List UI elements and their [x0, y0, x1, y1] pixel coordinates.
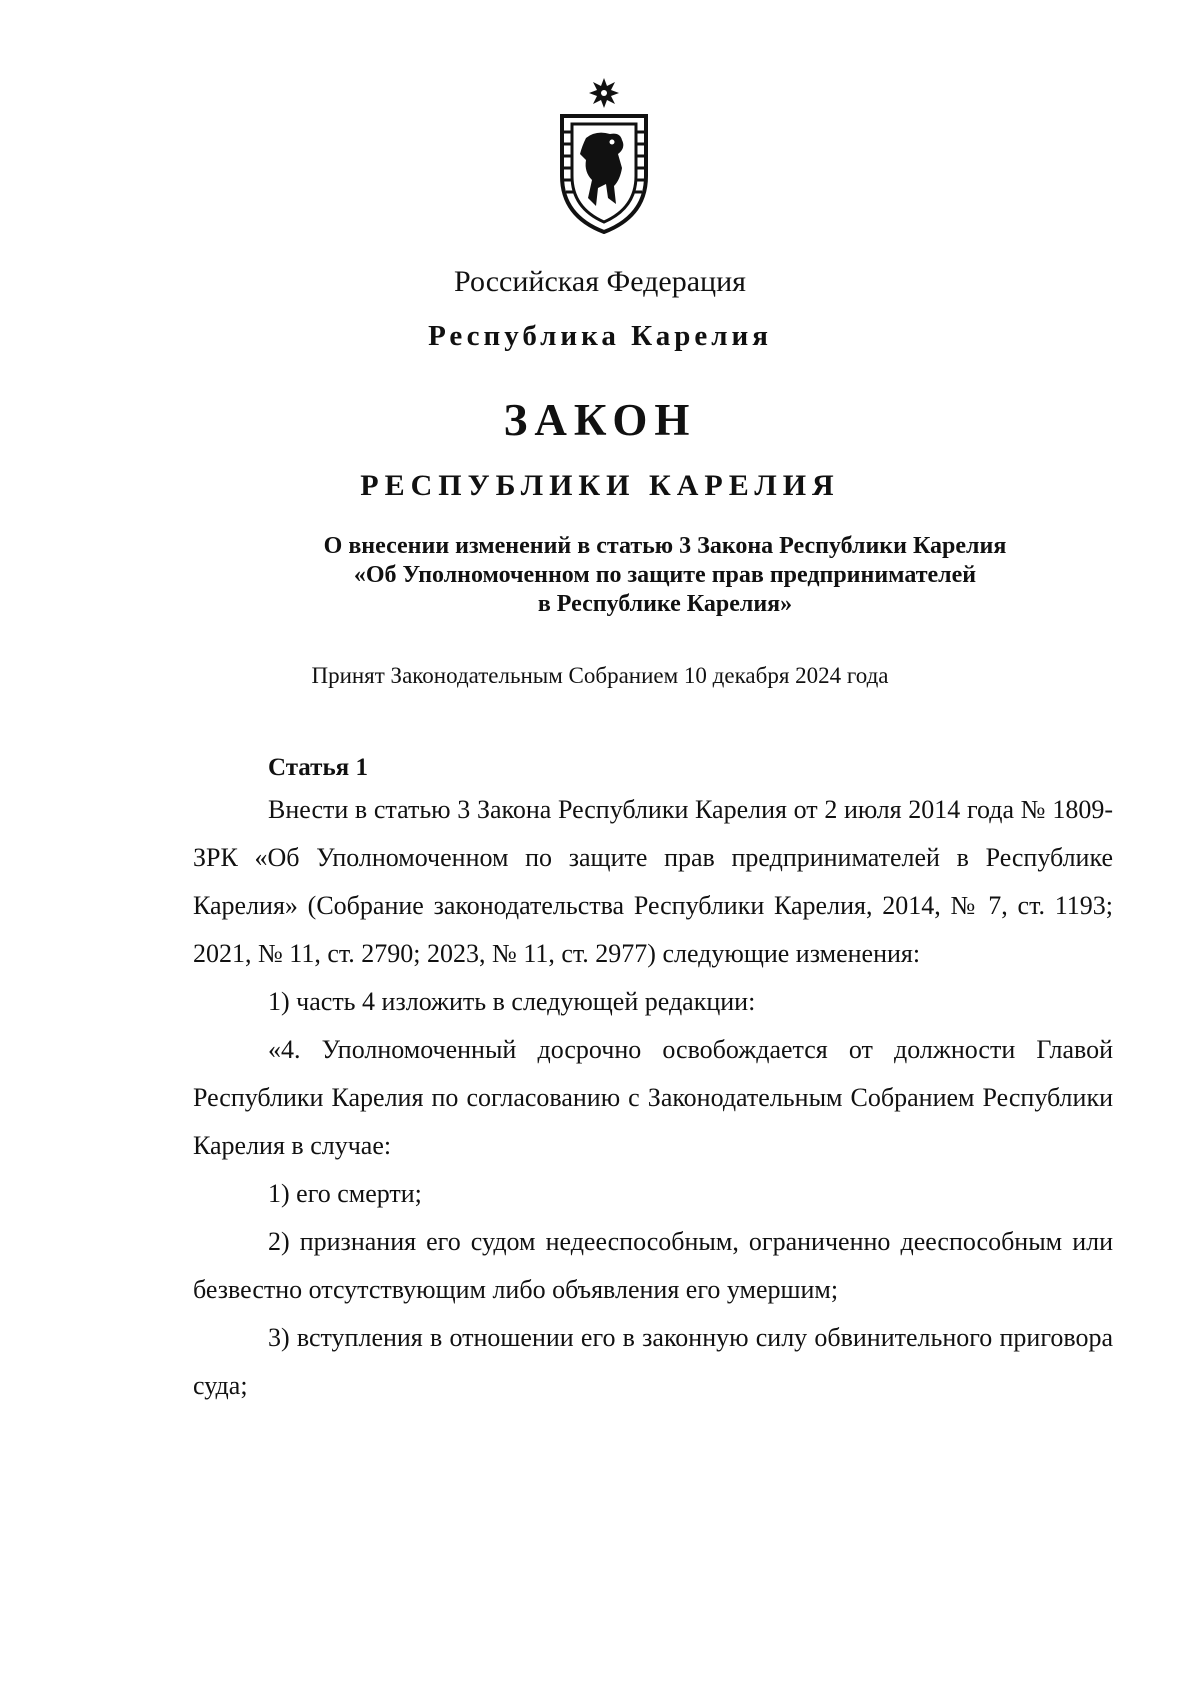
federation-heading: Российская Федерация — [454, 265, 746, 298]
article-paragraph: Внести в статью 3 Закона Республики Карелия от 2 июля 2014 года № 1809-ЗРК «Об Уполномоченном по защите прав предпринимателей в Республике Карелия» (Собрание законодательства Республики Карелия, 2014, № 7, ст. 1193; 2021, № 11, ст. 2790; 2023, № 11, ст. 2977) следующие изменения: — [193, 795, 1113, 968]
article-paragraph: 1) его смерти; — [268, 1179, 422, 1208]
article-heading: Статья 1 — [268, 754, 368, 781]
law-name-line: «Об Уполномоченном по защите прав предпринимателей — [353, 562, 977, 588]
article-paragraph: 1) часть 4 изложить в следующей редакции: — [268, 987, 756, 1016]
article-paragraph: «4. Уполномоченный досрочно освобождается от должности Главой Республики Карелия по согласованию с Законодательным Собранием Республики Карелия в случае: — [193, 1035, 1113, 1160]
article-paragraph: 2) признания его судом недееспособным, ограниченно дееспособным или безвестно отсутствующим либо объявления его умершим; — [193, 1227, 1113, 1304]
adoption-note: Принят Законодательным Собранием 10 декабря 2024 года — [311, 663, 889, 688]
republic-heading: Республика Карелия — [428, 320, 772, 352]
karelia-coat-of-arms-icon — [556, 76, 652, 234]
article-body — [193, 786, 1113, 1410]
article-paragraph: 3) вступления в отношении его в законную силу обвинительного приговора суда; — [193, 1323, 1113, 1400]
law-title: ЗАКОН — [503, 395, 697, 445]
law-name-line: в Республике Карелия» — [537, 591, 793, 617]
law-name-line: О внесении изменений в статью 3 Закона Республики Карелия — [323, 533, 1007, 559]
law-subtitle: РЕСПУБЛИКИ КАРЕЛИЯ — [360, 469, 840, 502]
law-name — [250, 532, 1080, 619]
